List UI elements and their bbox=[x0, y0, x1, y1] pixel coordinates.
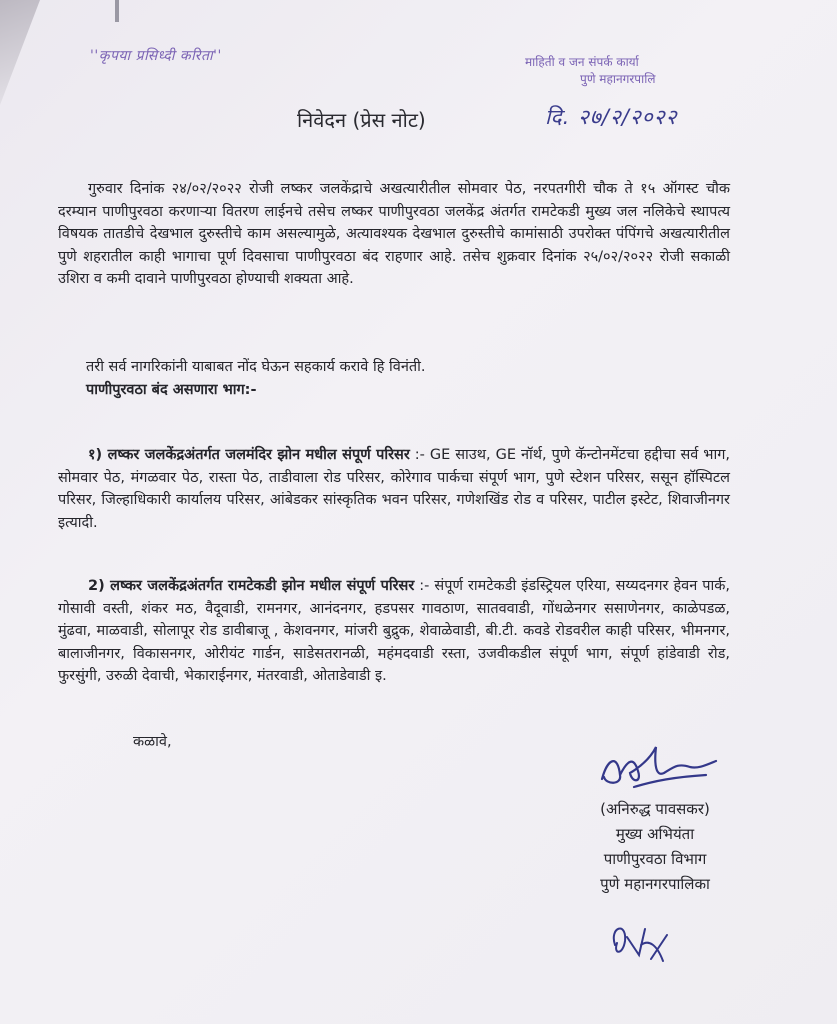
publish-stamp: ''कृपया प्रसिध्दी करिता'' bbox=[90, 48, 222, 64]
paragraph-request: तरी सर्व नागरिकांनी याबाबत नोंद घेऊन सहकार्य करावे हि विनंती. bbox=[86, 359, 426, 375]
signatory-organization: पुणे महानगरपालिका bbox=[600, 875, 710, 893]
office-stamp-line1: माहिती व जन संपर्क कार्या bbox=[525, 55, 639, 69]
initials-scribble bbox=[605, 915, 675, 970]
list-item-2-lead: 2) लष्कर जलकेंद्रअंतर्गत रामटेकडी झोन मधील संपूर्ण परिसर bbox=[88, 578, 415, 594]
signature-scribble bbox=[594, 737, 724, 797]
signatory-name: (अनिरुद्ध पावसकर) bbox=[600, 800, 710, 818]
signature-block bbox=[570, 797, 740, 897]
office-stamp bbox=[525, 54, 655, 88]
margin-mark bbox=[115, 0, 119, 22]
signatory-department: पाणीपुरवठा विभाग bbox=[603, 850, 707, 868]
section-heading: पाणीपुरवठा बंद असणारा भाग:- bbox=[86, 382, 257, 398]
closing-line: कळावे, bbox=[133, 734, 172, 750]
handwritten-date: दि. २७/२/२०२२ bbox=[545, 105, 678, 129]
list-item-1-lead: १) लष्कर जलकेंद्रअंतर्गत जलमंदिर झोन मधील संपूर्ण परिसर bbox=[88, 447, 410, 463]
list-item-1-text: :- GE साउथ, GE नॉर्थ, पुणे कॅन्टोनमेंटचा हद्दीचा सर्व भाग, सोमवार पेठ, मंगळवार पेठ, रास्ता पेठ, ताडीवाला रोड परिसर, कोरेगाव पार्कचा संपूर्ण भाग, पुणे स्टेशन परिसर, ससून हॉस्पिटल परिसर, जिल्हाधिकारी कार्यालय परिसर, आंबेडकर सांस्कृतिक भवन परिसर, गणेशखिंड रोड व परिसर, पाटील इस्टेट, शिवाजीनगर इत्यादी. bbox=[58, 447, 731, 531]
paragraph-intro: गुरुवार दिनांक २४/०२/२०२२ रोजी लष्कर जलकेंद्राचे अखत्यारीतील सोमवार पेठ, नरपतगीरी चौक ते १५ ऑगस्ट चौक दरम्यान पाणीपुरवठा करणाऱ्या वितरण लाईनचे तसेच लष्कर पाणीपुरवठा जलकेंद्र अंतर्गत रामटेकडी मुख्य जल नलिकेचे स्थापत्य विषयक तातडीचे देखभाल दुरुस्तीचे काम असल्यामुळे, अत्यावश्यक देखभाल दुरुस्तीचे कामांसाठी उपरोक्त पंपिंगचे अखत्यारीतील पुणे शहरातील काही भागाचा पूर्ण दिवसाचा पाणीपुरवठा बंद राहणार आहे. तसेच शुक्रवार दिनांक २५/०२/२०२२ रोजी सकाळी उशिरा व कमी दावाने पाणीपुरवठा होण्याची शक्यता आहे. bbox=[58, 181, 730, 288]
signatory-designation: मुख्य अभियंता bbox=[615, 825, 695, 843]
office-stamp-line2: पुणे महानगरपालि bbox=[580, 72, 656, 86]
folded-corner bbox=[0, 0, 60, 110]
list-item-1 bbox=[58, 444, 730, 534]
page-title: निवेदन (प्रेस नोट) bbox=[297, 108, 426, 132]
list-item-2 bbox=[58, 575, 730, 688]
list-item-2-text: :- संपूर्ण रामटेकडी इंडस्ट्रियल एरिया, सय्यदनगर हेवन पार्क, गोसावी वस्ती, शंकर मठ, वैदूवाडी, रामनगर, आनंदनगर, हडपसर गावठाण, सातववाडी, गोंधळेनगर ससाणेनगर, काळेपडळ, मुंढवा, माळवाडी, सोलापूर रोड डावीबाजू , केशवनगर, मांजरी बुद्रुक, शेवाळेवाडी, बी.टी. कवडे रोडवरील काही परिसर, भीमनगर, बालाजीनगर, विकासनगर, ओरीयंट गार्डन, साडेसतरानळी, महंमदवाडी रस्ता, उजवीकडील संपूर्ण भाग, संपूर्ण हांडेवाडी रोड, फुरसुंगी, उरुळी देवाची, भेकाराईनगर, मंतरवाडी, ओताडेवाडी इ. bbox=[58, 578, 731, 685]
